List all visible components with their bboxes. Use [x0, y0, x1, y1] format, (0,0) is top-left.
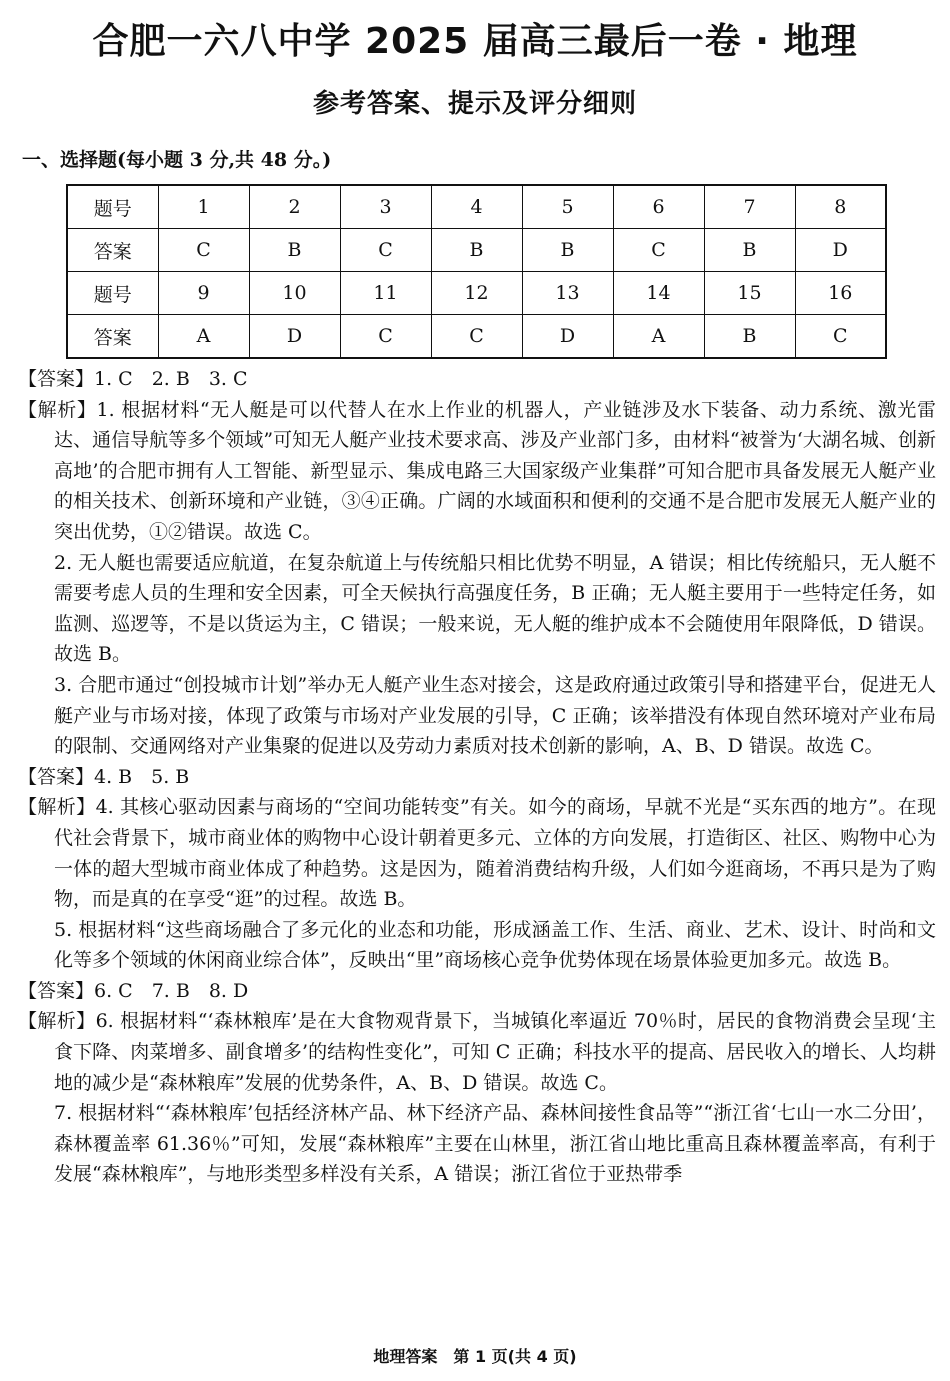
answer-table-cell: 8: [795, 185, 886, 229]
answer-table-cell: 12: [431, 272, 522, 315]
answer-table-cell: C: [613, 229, 704, 272]
explanation-q3: 3. 合肥市通过“创投城市计划”举办无人艇产业生态对接会，这是政府通过政策引导和搭建平台，促进无人艇产业与市场对接，体现了政策与市场对产业发展的引导，C 正确；该举措没有体现自然环境对产业布局的限制、交通网络对产业集聚的促进以及劳动力素质对技术创新的影响，A、B、D 错误。故选 C。: [54, 673, 936, 758]
answer-table-cell: 2: [249, 185, 340, 229]
answer-table-cell: 7: [704, 185, 795, 229]
answer-table-row: [67, 229, 886, 272]
answer-table-cell: 4: [431, 185, 522, 229]
answer-table-cell: 13: [522, 272, 613, 315]
answer-table-cell: A: [158, 315, 249, 359]
answer-table-row-header: 题号: [67, 272, 158, 315]
answer-table-cell: B: [704, 229, 795, 272]
answer-table-row-header: 答案: [67, 315, 158, 359]
answer-table-cell: 1: [158, 185, 249, 229]
answer-table-cell: B: [431, 229, 522, 272]
page-footer: 地理答案 第 1 页(共 4 页): [373, 1347, 577, 1366]
answer-table-cell: A: [613, 315, 704, 359]
answer-table-cell: D: [795, 229, 886, 272]
answer-table-row: [67, 272, 886, 315]
answer-table-row-header: 题号: [67, 185, 158, 229]
answer-line-4-5: 【答案】4. B 5. B: [18, 765, 190, 788]
explanation-q7: 7. 根据材料“‘森林粮库’包括经济林产品、林下经济产品、森林间接性食品等”“浙江省‘七山一水二分田’，森林覆盖率 61.36％”可知，发展“森林粮库”主要在山林里，浙江省山地比重高且森林覆盖率高，有利于发展“森林粮库”，与地形类型多样没有关系，A 错误；浙江省位于亚热带季: [54, 1102, 936, 1186]
answer-table-body: [67, 185, 886, 358]
answer-table-cell: B: [522, 229, 613, 272]
answer-table-cell: 3: [340, 185, 431, 229]
answer-table-cell: C: [158, 229, 249, 272]
answer-table-cell: 14: [613, 272, 704, 315]
answer-table-cell: C: [340, 315, 431, 359]
answer-line-6-8: 【答案】6. C 7. B 8. D: [18, 979, 249, 1002]
answer-table-cell: D: [522, 315, 613, 359]
explanation-q5: 5. 根据材料“这些商场融合了多元化的业态和功能，形成涵盖工作、生活、商业、艺术、设计、时尚和文化等多个领域的休闲商业综合体”，反映出“里”商场核心竞争优势体现在场景体验更加多元。故选 B。: [54, 918, 936, 972]
answer-table-cell: C: [795, 315, 886, 359]
answer-table-row-header: 答案: [67, 229, 158, 272]
explanation-q6: 【解析】6. 根据材料“‘森林粮库’是在大食物观背景下，当城镇化率逼近 70％时，居民的食物消费会呈现‘主食下降、肉菜增多、副食增多’的结构性变化”，可知 C 正确；科技水平的提高、居民收入的增长、人均耕地的减少是“森林粮库”发展的优势条件，A、B、D 错误。故选 C。: [18, 1010, 936, 1094]
answer-table-row: [67, 315, 886, 359]
page-subtitle: 参考答案、提示及评分细则: [312, 89, 637, 119]
answer-line-1-3: 【答案】1. C 2. B 3. C: [18, 368, 248, 390]
answer-table-cell: 5: [522, 185, 613, 229]
answer-table-cell: 10: [249, 272, 340, 315]
answer-table: [66, 184, 887, 359]
answer-table-cell: 9: [158, 272, 249, 315]
answer-table-row: [67, 185, 886, 229]
answer-table-cell: 11: [340, 272, 431, 315]
explanations: [18, 364, 936, 1190]
page-title: 合肥一六八中学 2025 届高三最后一卷 · 地理: [92, 21, 858, 62]
answer-table-cell: B: [249, 229, 340, 272]
answer-table-cell: D: [249, 315, 340, 359]
explanation-q2: 2. 无人艇也需要适应航道，在复杂航道上与传统船只相比优势不明显，A 错误；相比传统船只，无人艇不需要考虑人员的生理和安全因素，可全天候执行高强度任务，B 正确；无人艇主要用于一些特定任务，如监测、巡逻等，不是以货运为主，C 错误；一般来说，无人艇的维护成本不会随使用年限降低，D 错误。故选 B。: [54, 551, 936, 666]
section-heading-choice: 一、选择题(每小题 3 分,共 48 分。): [22, 149, 332, 171]
answer-table-cell: 15: [704, 272, 795, 315]
answer-table-cell: 16: [795, 272, 886, 315]
explanation-q4: 【解析】4. 其核心驱动因素与商场的“空间功能转变”有关。如今的商场，早就不光是“买东西的地方”。在现代社会背景下，城市商业体的购物中心设计朝着更多元、立体的方向发展，打造街区、社区、购物中心为一体的超大型城市商业体成了种趋势。这是因为，随着消费结构升级，人们如今逛商场，不再只是为了购物，而是真的在享受“逛”的过程。故选 B。: [18, 796, 936, 911]
answer-table-cell: B: [704, 315, 795, 359]
explanation-q1: 【解析】1. 根据材料“无人艇是可以代替人在水上作业的机器人，产业链涉及水下装备、动力系统、激光雷达、通信导航等多个领域”可知无人艇产业技术要求高、涉及产业部门多，由材料“被誉为‘大湖名城、创新高地’的合肥市拥有人工智能、新型显示、集成电路三大国家级产业集群”可知合肥市具备发展无人艇产业的相关技术、创新环境和产业链，③④正确。广阔的水域面积和便利的交通不是合肥市发展无人艇产业的突出优势，①②错误。故选 C。: [18, 398, 936, 543]
answer-table-cell: C: [431, 315, 522, 359]
answer-table-cell: 6: [613, 185, 704, 229]
answer-table-cell: C: [340, 229, 431, 272]
